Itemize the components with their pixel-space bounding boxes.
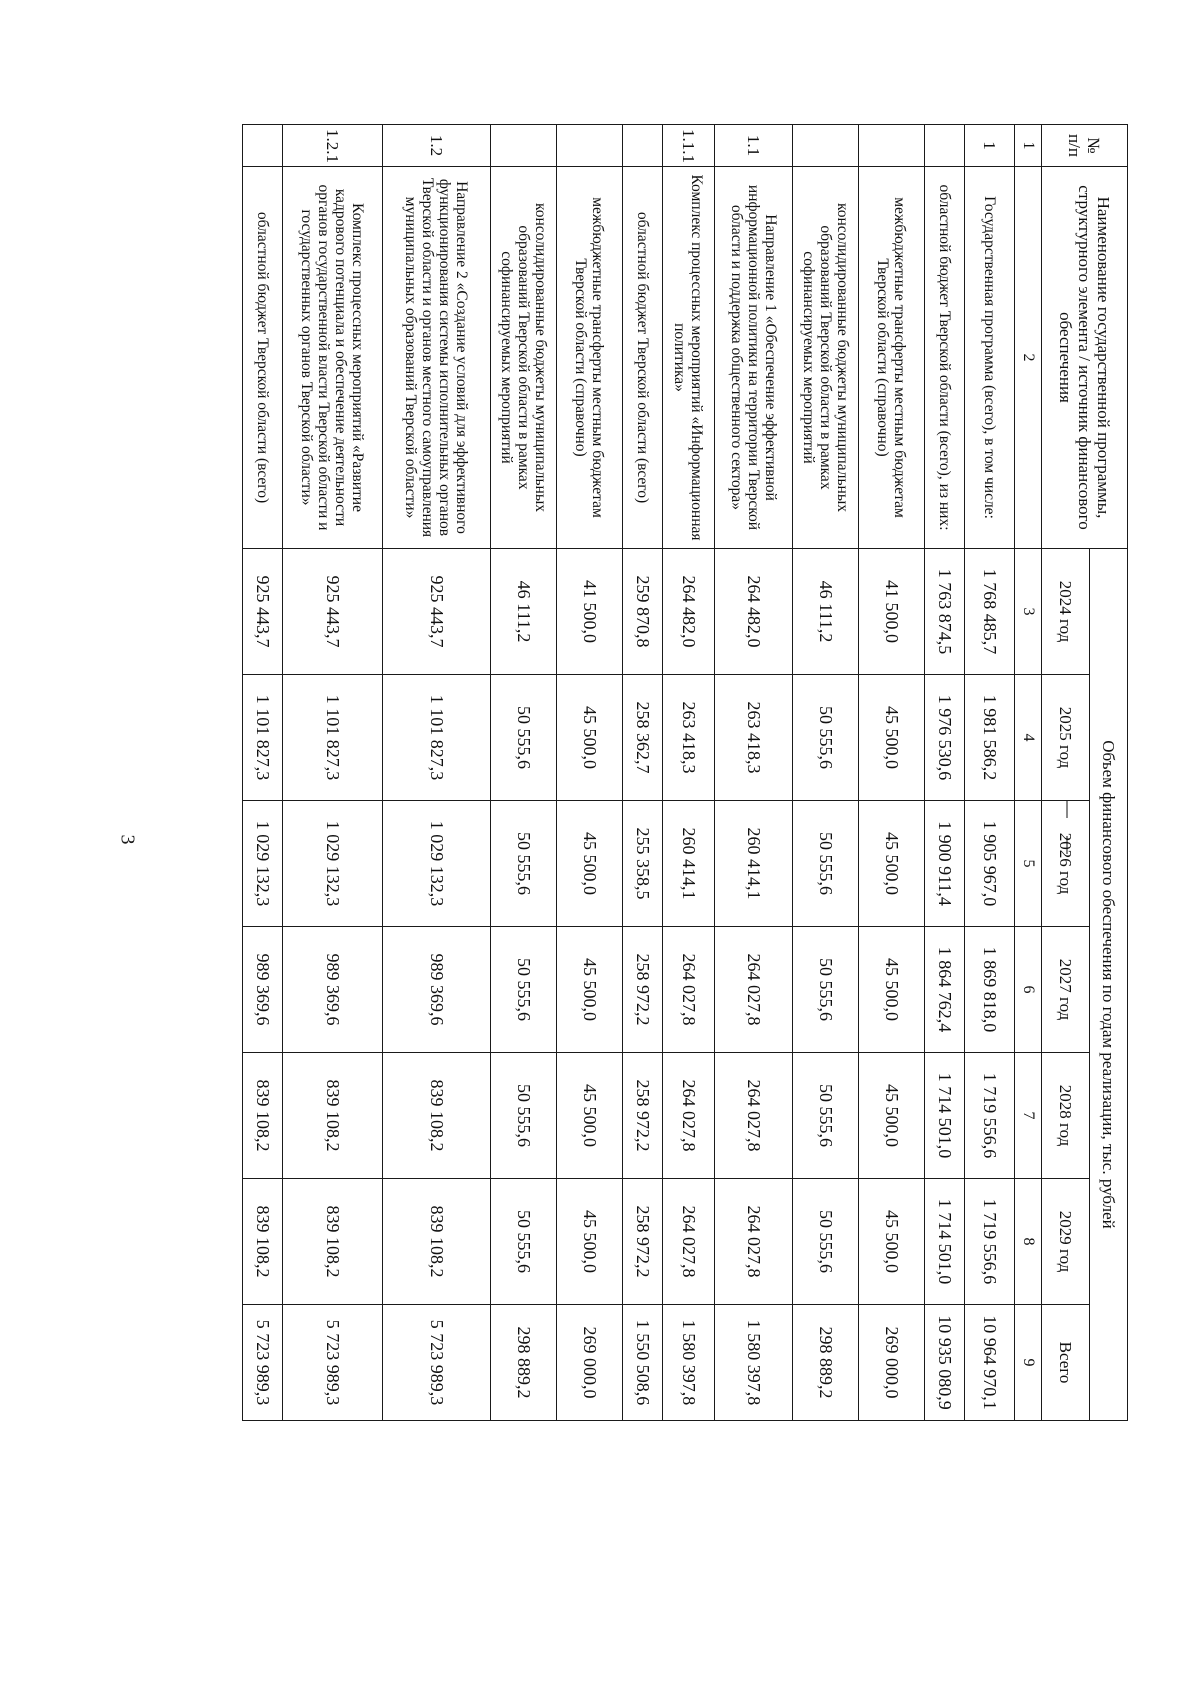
- row-year-value: 45 500,0: [557, 1053, 623, 1179]
- row-total-value: 269 000,0: [859, 1305, 925, 1421]
- column-number: 6: [1015, 927, 1042, 1053]
- row-year-value: 50 555,6: [793, 1179, 859, 1305]
- row-year-value: 264 027,8: [663, 927, 715, 1053]
- row-year-value: 839 108,2: [283, 1179, 383, 1305]
- row-year-value: 1 029 132,3: [383, 801, 491, 927]
- row-name: межбюджетные трансферты местным бюджетам Тверской области (справочно): [557, 167, 623, 549]
- row-year-value: 45 500,0: [859, 801, 925, 927]
- row-year-value: 263 418,3: [663, 675, 715, 801]
- row-year-value: 1 981 586,2: [965, 675, 1015, 801]
- row-year-value: 839 108,2: [243, 1179, 283, 1305]
- row-year-value: 989 369,6: [243, 927, 283, 1053]
- row-year-value: 1 905 967,0: [965, 801, 1015, 927]
- row-total-value: 1 580 397,8: [715, 1305, 793, 1421]
- row-total-value: 269 000,0: [557, 1305, 623, 1421]
- header-number: № п/п: [1042, 125, 1128, 167]
- row-year-value: 264 027,8: [663, 1179, 715, 1305]
- table-row: [965, 125, 1015, 1421]
- row-number: 1.2.1: [283, 125, 383, 167]
- row-year-value: 45 500,0: [557, 675, 623, 801]
- row-year-value: 1 976 530,6: [925, 675, 965, 801]
- row-number: [491, 125, 557, 167]
- header-year: 2024 год: [1042, 549, 1090, 675]
- row-year-value: 258 362,7: [623, 675, 663, 801]
- row-year-value: 50 555,6: [793, 927, 859, 1053]
- header-year: 2026 год: [1042, 801, 1090, 927]
- table-row: [383, 125, 491, 1421]
- table-row: [715, 125, 793, 1421]
- row-total-value: 5 723 989,3: [383, 1305, 491, 1421]
- row-name: областной бюджет Тверской области (всего): [623, 167, 663, 549]
- table-row: [491, 125, 557, 1421]
- row-year-value: 46 111,2: [793, 549, 859, 675]
- table-row: [859, 125, 925, 1421]
- row-total-value: 5 723 989,3: [283, 1305, 383, 1421]
- row-number: [793, 125, 859, 167]
- row-year-value: 1 768 485,7: [965, 549, 1015, 675]
- page-number: 3: [116, 834, 139, 845]
- column-number: 1: [1015, 125, 1042, 167]
- row-year-value: 1 900 911,4: [925, 801, 965, 927]
- row-name: Государственная программа (всего), в том числе:: [965, 167, 1015, 549]
- table-row: [283, 125, 383, 1421]
- header-year: 2028 год: [1042, 1053, 1090, 1179]
- table-row: [925, 125, 965, 1421]
- row-number: [243, 125, 283, 167]
- row-year-value: 258 972,2: [623, 1179, 663, 1305]
- row-year-value: 839 108,2: [383, 1053, 491, 1179]
- row-year-value: 1 101 827,3: [243, 675, 283, 801]
- row-name: областной бюджет Тверской области (всего): [243, 167, 283, 549]
- row-year-value: 45 500,0: [859, 927, 925, 1053]
- row-name: Направление 2 «Создание условий для эффективного функционирования системы исполнительных органов Тверской области и органов местного самоуправления муниципальных образований Тверской области»: [383, 167, 491, 549]
- column-number: 9: [1015, 1305, 1042, 1421]
- row-year-value: 925 443,7: [243, 549, 283, 675]
- row-year-value: 41 500,0: [557, 549, 623, 675]
- row-year-value: 264 027,8: [715, 1053, 793, 1179]
- row-number: 1.2: [383, 125, 491, 167]
- row-year-value: 839 108,2: [283, 1053, 383, 1179]
- row-year-value: 50 555,6: [491, 1179, 557, 1305]
- column-number: 5: [1015, 801, 1042, 927]
- row-year-value: 50 555,6: [793, 1053, 859, 1179]
- header-name: Наименование государственной программы, структурного элемента / источник финансового обеспечения: [1042, 167, 1128, 549]
- row-year-value: 50 555,6: [793, 675, 859, 801]
- row-year-value: 45 500,0: [557, 927, 623, 1053]
- row-name: Комплекс процессных мероприятий «Информационная политика»: [663, 167, 715, 549]
- row-year-value: 50 555,6: [491, 927, 557, 1053]
- header-total: Всего: [1042, 1305, 1090, 1421]
- row-year-value: 1 719 556,6: [965, 1053, 1015, 1179]
- row-year-value: 839 108,2: [243, 1053, 283, 1179]
- row-year-value: 1 869 818,0: [965, 927, 1015, 1053]
- row-year-value: 259 870,8: [623, 549, 663, 675]
- row-total-value: 5 723 989,3: [243, 1305, 283, 1421]
- table-row: [623, 125, 663, 1421]
- table-row: [243, 125, 283, 1421]
- row-year-value: 50 555,6: [491, 675, 557, 801]
- row-name: консолидированные бюджеты муниципальных образований Тверской области в рамках софинансируемых мероприятий: [491, 167, 557, 549]
- row-year-value: 258 972,2: [623, 927, 663, 1053]
- row-year-value: 264 027,8: [715, 927, 793, 1053]
- row-year-value: 925 443,7: [383, 549, 491, 675]
- row-name: Направление 1 «Обеспечение эффективной информационной политики на территории Тверской области и поддержка общественного сектора»: [715, 167, 793, 549]
- row-number: 1.1.1: [663, 125, 715, 167]
- row-year-value: 50 555,6: [491, 801, 557, 927]
- row-year-value: 989 369,6: [383, 927, 491, 1053]
- row-year-value: 260 414,1: [715, 801, 793, 927]
- row-total-value: 10 964 970,1: [965, 1305, 1015, 1421]
- row-year-value: 264 027,8: [663, 1053, 715, 1179]
- row-year-value: 989 369,6: [283, 927, 383, 1053]
- budget-table: [242, 124, 1128, 1421]
- row-number: 1.1: [715, 125, 793, 167]
- row-year-value: 1 763 874,5: [925, 549, 965, 675]
- column-number: 3: [1015, 549, 1042, 675]
- row-total-value: 298 889,2: [793, 1305, 859, 1421]
- row-name: консолидированные бюджеты муниципальных образований Тверской области в рамках софинансируемых мероприятий: [793, 167, 859, 549]
- table-row: [557, 125, 623, 1421]
- row-year-value: 41 500,0: [859, 549, 925, 675]
- table-row: [663, 125, 715, 1421]
- row-number: [557, 125, 623, 167]
- budget-table-rotated: [226, 124, 1128, 1420]
- table-body: [243, 125, 1015, 1421]
- row-year-value: 839 108,2: [383, 1179, 491, 1305]
- row-year-value: 260 414,1: [663, 801, 715, 927]
- row-year-value: 925 443,7: [283, 549, 383, 675]
- row-name: Комплекс процессных мероприятий «Развитие кадрового потенциала и обеспечение деятельности органов государственной власти Тверской области и государственных органов Тверской области»: [283, 167, 383, 549]
- row-year-value: 46 111,2: [491, 549, 557, 675]
- row-year-value: 1 864 762,4: [925, 927, 965, 1053]
- row-year-value: 45 500,0: [859, 1179, 925, 1305]
- row-year-value: 258 972,2: [623, 1053, 663, 1179]
- row-year-value: 263 418,3: [715, 675, 793, 801]
- column-number: 8: [1015, 1179, 1042, 1305]
- row-year-value: 1 714 501,0: [925, 1053, 965, 1179]
- row-total-value: 1 580 397,8: [663, 1305, 715, 1421]
- row-year-value: 1 719 556,6: [965, 1179, 1015, 1305]
- row-year-value: 1 029 132,3: [283, 801, 383, 927]
- row-year-value: 264 482,0: [663, 549, 715, 675]
- row-year-value: 1 714 501,0: [925, 1179, 965, 1305]
- row-total-value: 298 889,2: [491, 1305, 557, 1421]
- table-row: [793, 125, 859, 1421]
- row-year-value: 45 500,0: [557, 801, 623, 927]
- row-year-value: 50 555,6: [793, 801, 859, 927]
- column-number: 2: [1015, 167, 1042, 549]
- row-year-value: 50 555,6: [491, 1053, 557, 1179]
- row-total-value: 1 550 508,6: [623, 1305, 663, 1421]
- header-year: 2029 год: [1042, 1179, 1090, 1305]
- row-year-value: 1 101 827,3: [383, 675, 491, 801]
- row-year-value: 45 500,0: [557, 1179, 623, 1305]
- row-number: 1: [965, 125, 1015, 167]
- row-total-value: 10 935 080,9: [925, 1305, 965, 1421]
- row-year-value: 264 027,8: [715, 1179, 793, 1305]
- row-year-value: 45 500,0: [859, 675, 925, 801]
- row-number: [925, 125, 965, 167]
- row-year-value: 1 029 132,3: [243, 801, 283, 927]
- row-year-value: 264 482,0: [715, 549, 793, 675]
- row-number: [623, 125, 663, 167]
- header-year: 2027 год: [1042, 927, 1090, 1053]
- row-year-value: 45 500,0: [859, 1053, 925, 1179]
- column-number: 4: [1015, 675, 1042, 801]
- row-number: [859, 125, 925, 167]
- header-year: 2025 год: [1042, 675, 1090, 801]
- row-name: областной бюджет Тверской области (всего), из них:: [925, 167, 965, 549]
- header-volume-title: Объем финансового обеспечения по годам реализации, тыс. рублей: [1090, 549, 1128, 1421]
- row-year-value: 255 358,5: [623, 801, 663, 927]
- row-year-value: 1 101 827,3: [283, 675, 383, 801]
- column-number: 7: [1015, 1053, 1042, 1179]
- row-name: межбюджетные трансферты местным бюджетам Тверской области (справочно): [859, 167, 925, 549]
